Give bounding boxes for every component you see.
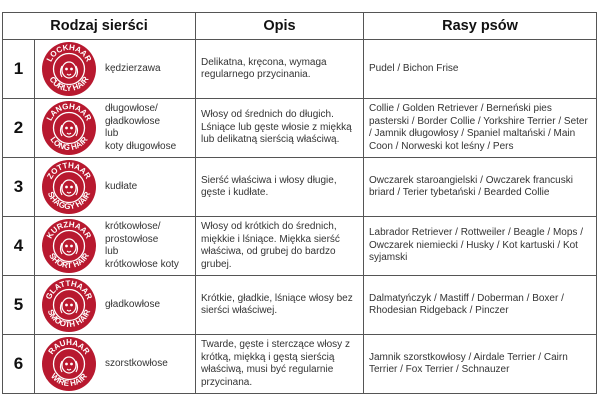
row-number: 5 <box>3 276 35 335</box>
coat-description: Krótkie, gładkie, lśniące włosy bez sierści właściwej. <box>196 276 364 335</box>
breed-list: Dalmatyńczyk / Mastiff / Doberman / Boxer / Rhodesian Ridgeback / Pinczer <box>364 276 597 335</box>
shaggy-dog-icon <box>41 159 97 215</box>
coat-badge <box>35 40 103 99</box>
curly-dog-icon <box>41 41 97 97</box>
svg-text:WIRE HAIR: WIRE HAIR <box>48 371 89 389</box>
svg-text:CURLY HAIR: CURLY HAIR <box>46 74 91 94</box>
wire-hair-dog-icon <box>41 336 97 392</box>
table-row <box>3 335 597 394</box>
svg-text:GLATTHAAR: GLATTHAAR <box>43 278 94 301</box>
header-coat-type: Rodzaj sierści <box>3 13 196 40</box>
breed-list: Jamnik szorstkowłosy / Airdale Terrier / Cairn Terrier / Fox Terrier / Schnauzer <box>364 335 597 394</box>
short-hair-dog-icon <box>41 218 97 274</box>
coat-description: Delikatna, kręcona, wymaga regularnego przycinania. <box>196 40 364 99</box>
coat-type: kudłate <box>102 158 196 217</box>
header-row <box>3 13 597 40</box>
row-number: 2 <box>3 99 35 158</box>
coat-description: Sierść właściwa i włosy długie, gęste i kudłate. <box>196 158 364 217</box>
coat-types-table <box>2 12 597 394</box>
long-hair-dog-icon <box>41 100 97 156</box>
coat-type: gładkowłose <box>102 276 196 335</box>
coat-badge <box>35 158 103 217</box>
svg-text:RAUHAAR: RAUHAAR <box>46 338 91 357</box>
coat-type: krótkowłose/ prostowłose lub krótkowłose koty <box>102 217 196 276</box>
coat-type: długowłose/ gładkowłose lub koty długowłose <box>102 99 196 158</box>
breed-list: Owczarek staroangielski / Owczarek francuski briard / Terier tybetański / Bearded Collie <box>364 158 597 217</box>
breed-list: Labrador Retriever / Rottweiler / Beagle / Mops / Owczarek niemiecki / Husky / Kot kartuski / Kot syjamski <box>364 217 597 276</box>
table-row <box>3 217 597 276</box>
row-number: 6 <box>3 335 35 394</box>
coat-type: szorstkowłose <box>102 335 196 394</box>
svg-text:LONG HAIR: LONG HAIR <box>47 135 90 153</box>
coat-badge <box>35 276 103 335</box>
header-breeds: Rasy psów <box>364 13 597 40</box>
coat-badge <box>35 335 103 394</box>
coat-badge <box>35 217 103 276</box>
coat-description: Włosy od średnich do długich. Lśniące lub gęste włosie z miękką lub delikatną sierścią właściwą. <box>196 99 364 158</box>
breed-list: Pudel / Bichon Frise <box>364 40 597 99</box>
svg-text:SMOOTH HAIR: SMOOTH HAIR <box>45 308 92 330</box>
svg-text:KURZHAAR: KURZHAAR <box>44 219 93 241</box>
table-row <box>3 158 597 217</box>
coat-badge <box>35 99 103 158</box>
svg-text:ZOTTHAAR: ZOTTHAAR <box>44 160 93 181</box>
svg-text:LANGHAAR: LANGHAAR <box>44 101 93 123</box>
breed-list: Collie / Golden Retriever / Berneński pies pasterski / Border Collie / Yorkshire Terrier / Seter / Jamnik długowłosy / Spaniel maltański / Main Coon / Norweski kot leśny / Pers <box>364 99 597 158</box>
smooth-hair-dog-icon <box>41 277 97 333</box>
header-description: Opis <box>196 13 364 40</box>
coat-description: Włosy od krótkich do średnich, miękkie i lśniące. Miękka sierść właściwa, od grubej do bardzo grubej. <box>196 217 364 276</box>
row-number: 1 <box>3 40 35 99</box>
coat-type: kędzierzawa <box>102 40 196 99</box>
table-row <box>3 99 597 158</box>
row-number: 3 <box>3 158 35 217</box>
table-row <box>3 40 597 99</box>
svg-text:LOCKHAAR: LOCKHAAR <box>44 42 93 64</box>
svg-text:SHAGGY HAIR: SHAGGY HAIR <box>45 190 92 212</box>
table-row <box>3 276 597 335</box>
coat-description: Twarde, gęste i sterczące włosy z krótką, miękką i gęstą sierścią właściwą, musi być regularnie przycinana. <box>196 335 364 394</box>
svg-text:SHORT HAIR: SHORT HAIR <box>46 251 91 271</box>
row-number: 4 <box>3 217 35 276</box>
